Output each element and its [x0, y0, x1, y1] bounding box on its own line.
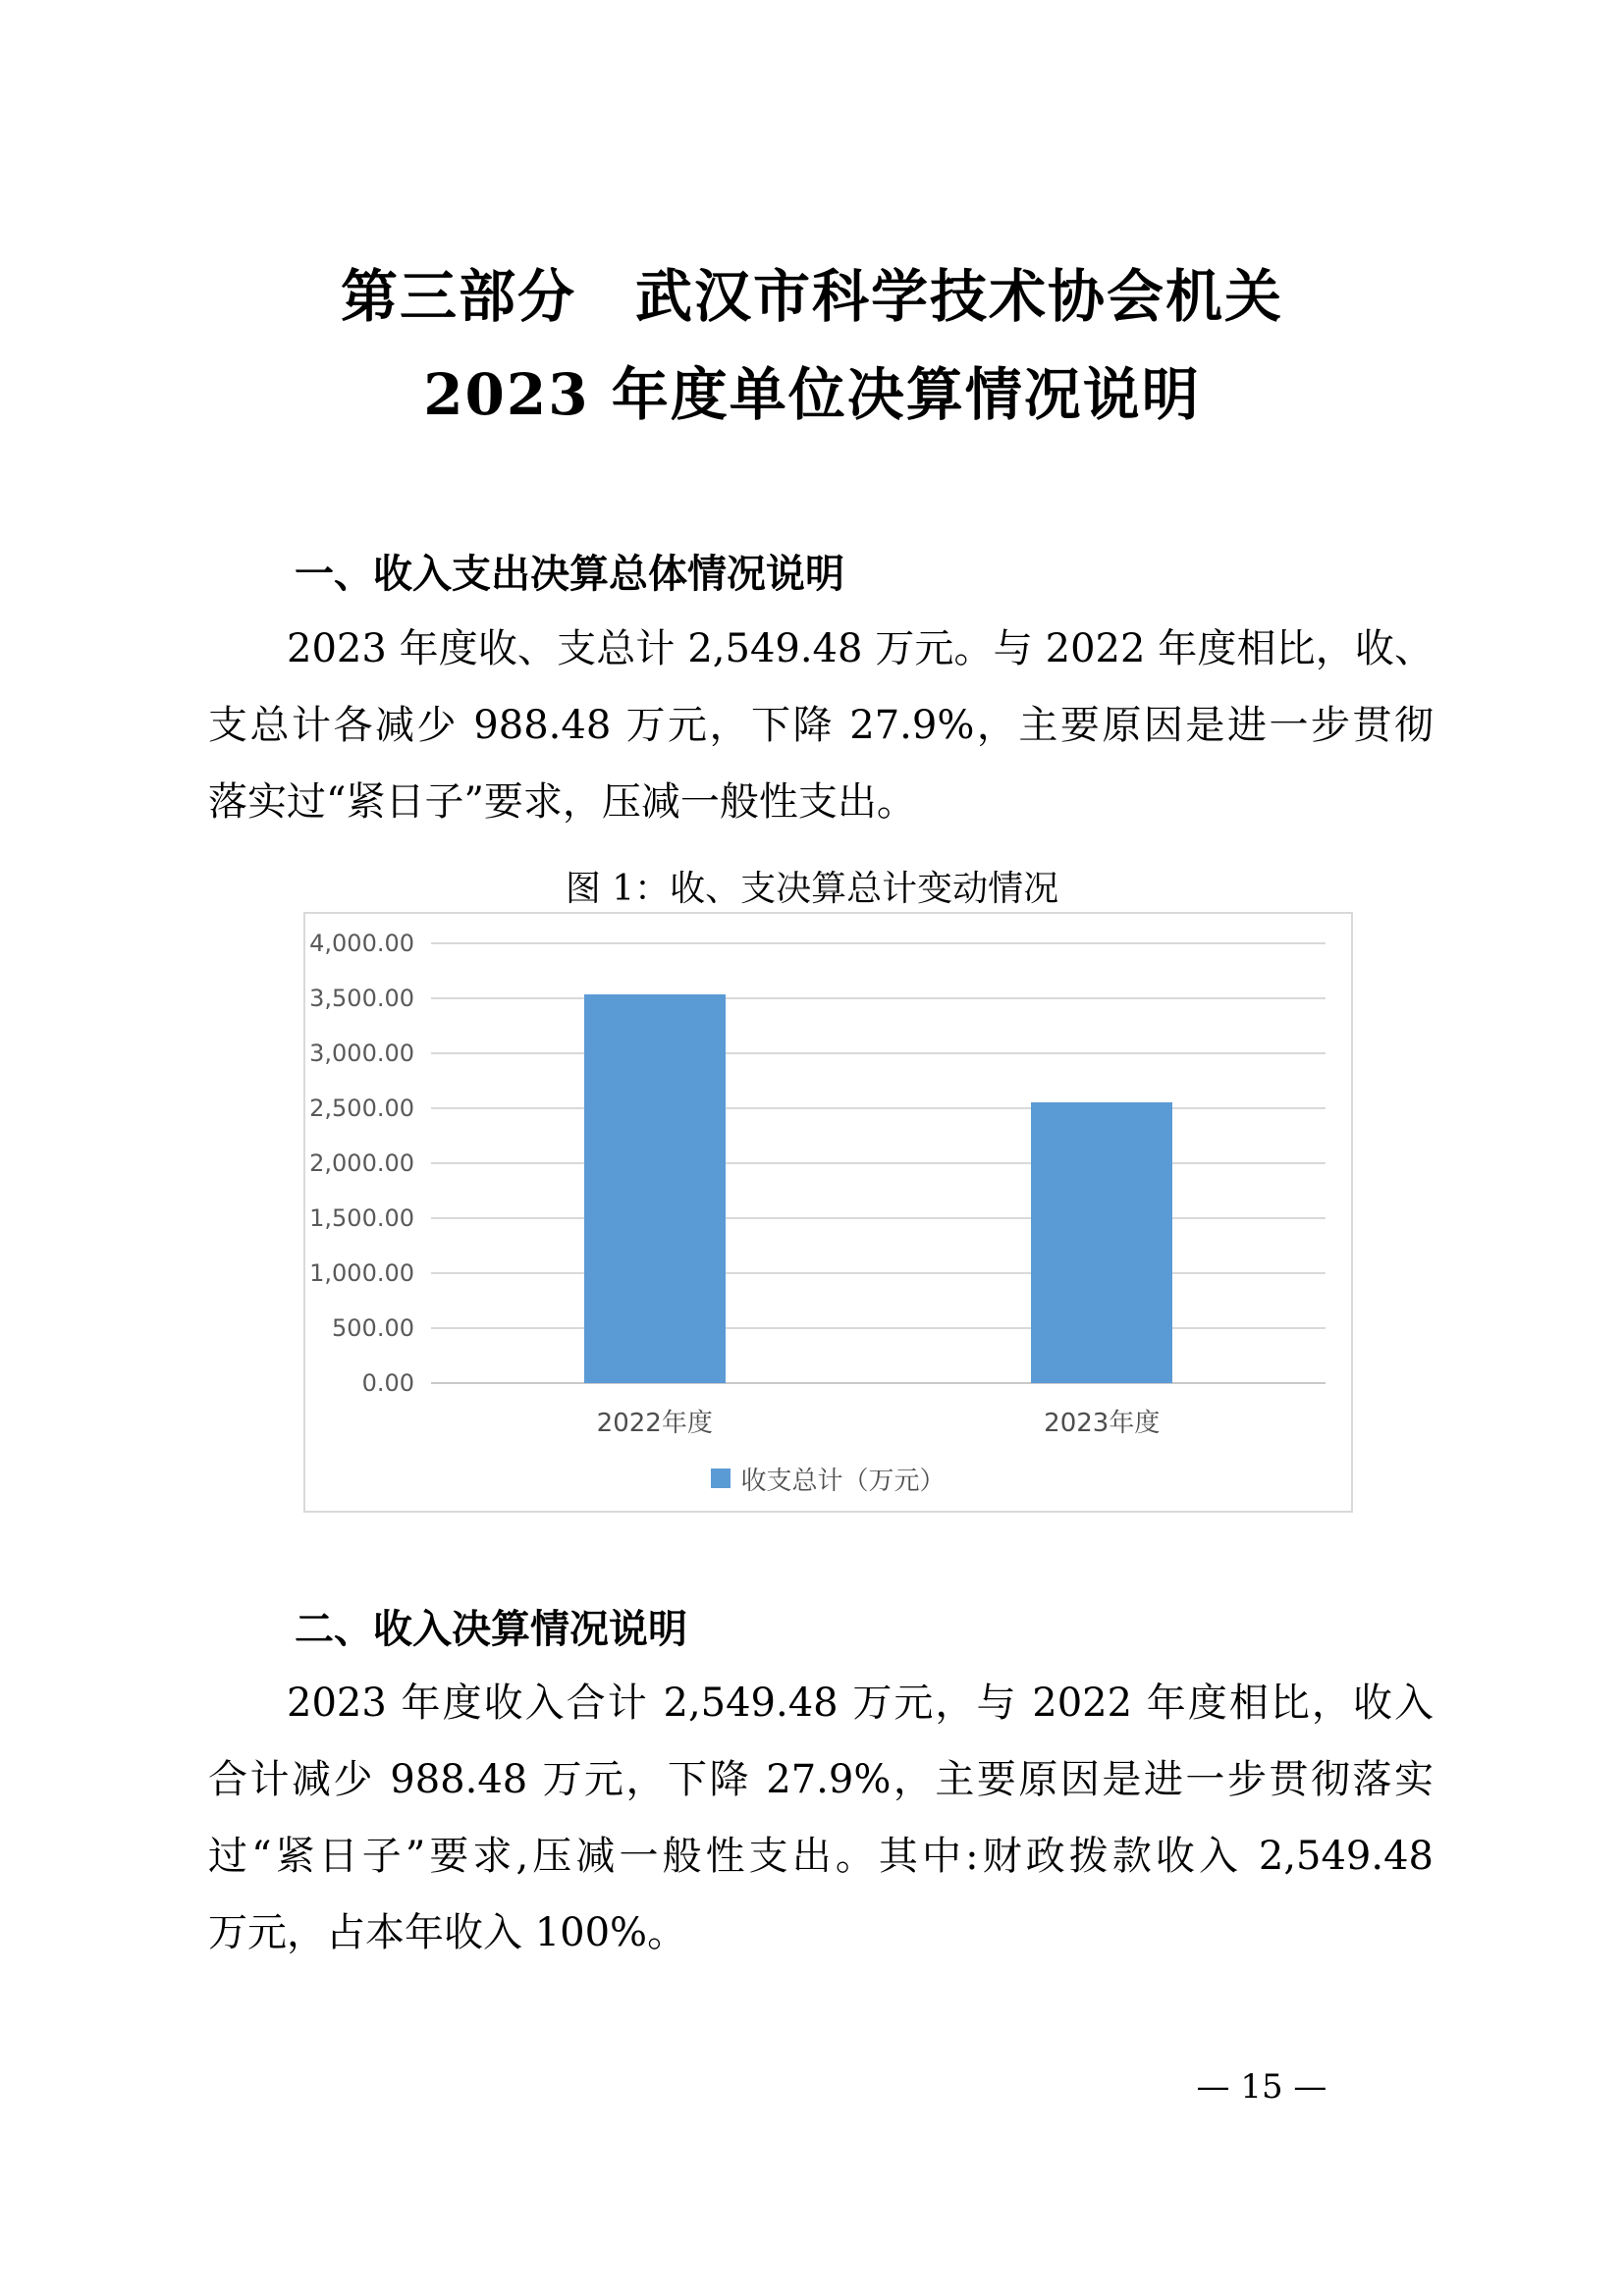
- page-number: — 15 —: [1196, 2067, 1327, 2107]
- x-axis-label-2023: 2023年度: [1044, 1409, 1161, 1438]
- paragraph-line: 合计减少 988.48 万元，下降 27.9%，主要原因是进一步贯彻落实: [208, 1757, 1434, 1802]
- paragraph-line: 过“紧日子”要求,压减一般性支出。其中:财政拨款收入 2,549.48: [208, 1834, 1434, 1879]
- title-line-2: 2023 年度单位决算情况说明: [423, 361, 1201, 428]
- x-axis-label-2022: 2022年度: [596, 1409, 713, 1438]
- y-axis-tick-label: 2,500.00: [309, 1095, 414, 1122]
- document-title: [0, 247, 1624, 444]
- gridline: [431, 1272, 1326, 1274]
- y-axis: [305, 930, 414, 1397]
- plot-area: [431, 943, 1326, 1383]
- gridline: [431, 1052, 1326, 1054]
- y-axis-tick-label: 4,000.00: [309, 930, 414, 957]
- y-axis-tick-label: 3,000.00: [309, 1040, 414, 1067]
- x-axis-line: [431, 1382, 1326, 1384]
- gridline: [431, 942, 1326, 944]
- gridline: [431, 1327, 1326, 1329]
- gridline: [431, 997, 1326, 999]
- title-line-1: 第三部分 武汉市科学技术协会机关: [340, 263, 1283, 330]
- section1-heading: 一、收入支出决算总体情况说明: [295, 552, 844, 597]
- gridline: [431, 1217, 1326, 1219]
- section2-heading: 二、收入决算情况说明: [295, 1607, 687, 1652]
- bar-2023: [1031, 1102, 1172, 1383]
- bar-2022: [584, 994, 726, 1383]
- paragraph-line: 万元，占本年收入 100%。: [208, 1910, 687, 1955]
- y-axis-tick-label: 3,500.00: [309, 985, 414, 1012]
- section1-paragraph: [208, 611, 1434, 840]
- y-axis-tick-label: 2,000.00: [309, 1149, 414, 1177]
- y-axis-tick-label: 500.00: [332, 1314, 414, 1342]
- paragraph-line: 2023 年度收、支总计 2,549.48 万元。与 2022 年度相比，收、: [287, 626, 1434, 671]
- y-axis-tick-label: 0.00: [361, 1369, 414, 1397]
- y-axis-tick-label: 1,500.00: [309, 1204, 414, 1232]
- paragraph-line: 落实过“紧日子”要求，压减一般性支出。: [208, 779, 916, 825]
- legend-marker: [711, 1468, 731, 1488]
- paragraph-line: 2023 年度收入合计 2,549.48 万元，与 2022 年度相比，收入: [287, 1681, 1434, 1726]
- y-axis-tick-label: 1,000.00: [309, 1259, 414, 1287]
- gridline: [431, 1162, 1326, 1164]
- figure-caption: 图 1：收、支决算总计变动情况: [565, 869, 1059, 909]
- gridline: [431, 1107, 1326, 1109]
- section2-paragraph: [208, 1665, 1434, 1971]
- legend-label: 收支总计（万元）: [740, 1466, 946, 1496]
- x-axis-labels: [431, 1403, 1326, 1442]
- figure1-bar-chart: [303, 912, 1353, 1513]
- paragraph-line: 支总计各减少 988.48 万元，下降 27.9%，主要原因是进一步贯彻: [208, 703, 1434, 748]
- chart-legend: [305, 1464, 1351, 1496]
